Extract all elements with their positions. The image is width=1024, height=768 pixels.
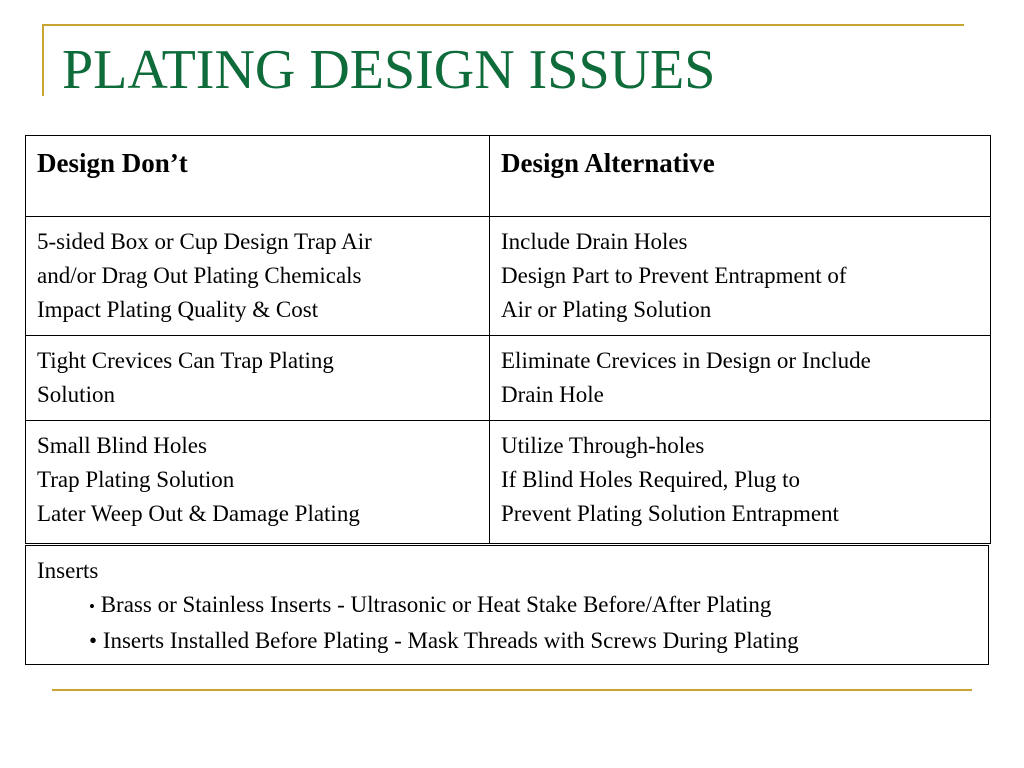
cell-line: Small Blind Holes [37,433,207,458]
table-header-row [26,136,991,217]
cell-line: Solution [37,382,115,407]
page-title: PLATING DESIGN ISSUES [62,39,716,101]
table-row [26,217,991,336]
bullet-icon: • [89,597,95,616]
inserts-list-item [37,588,978,624]
cell-line: Trap Plating Solution [37,467,235,492]
inserts-heading: Inserts [37,558,99,583]
bottom-accent-rule [52,689,972,691]
inserts-item-text: Brass or Stainless Inserts - Ultrasonic or Heat Stake Before/After Plating [100,592,772,617]
cell-design-dont [26,217,490,336]
left-accent-rule [42,24,44,96]
cell-line: 5-sided Box or Cup Design Trap Air [37,229,372,254]
cell-line: Prevent Plating Solution Entrapment [501,501,839,526]
cell-design-dont [26,336,490,421]
cell-line: Later Weep Out & Damage Plating [37,501,360,526]
cell-line: and/or Drag Out Plating Chemicals [37,263,362,288]
inserts-item-text: Inserts Installed Before Plating - Mask Threads with Screws During Plating [102,628,799,653]
cell-design-alternative [490,421,991,544]
inserts-note-box [25,545,989,665]
cell-line: Tight Crevices Can Trap Plating [37,348,334,373]
header-design-alternative: Design Alternative [490,136,991,217]
cell-design-alternative [490,336,991,421]
inserts-list-item [37,624,978,658]
table-row [26,421,991,544]
cell-design-dont [26,421,490,544]
cell-line: Include Drain Holes [501,229,688,254]
cell-design-alternative [490,217,991,336]
top-accent-rule [42,24,964,26]
bullet-icon: • [89,628,98,653]
cell-line: Utilize Through-holes [501,433,705,458]
cell-line: Drain Hole [501,382,604,407]
table-row [26,336,991,421]
design-issues-table [25,135,991,544]
header-design-dont: Design Don’t [26,136,490,217]
cell-line: Eliminate Crevices in Design or Include [501,348,871,373]
cell-line: If Blind Holes Required, Plug to [501,467,800,492]
cell-line: Impact Plating Quality & Cost [37,297,319,322]
cell-line: Air or Plating Solution [501,297,712,322]
cell-line: Design Part to Prevent Entrapment of [501,263,847,288]
